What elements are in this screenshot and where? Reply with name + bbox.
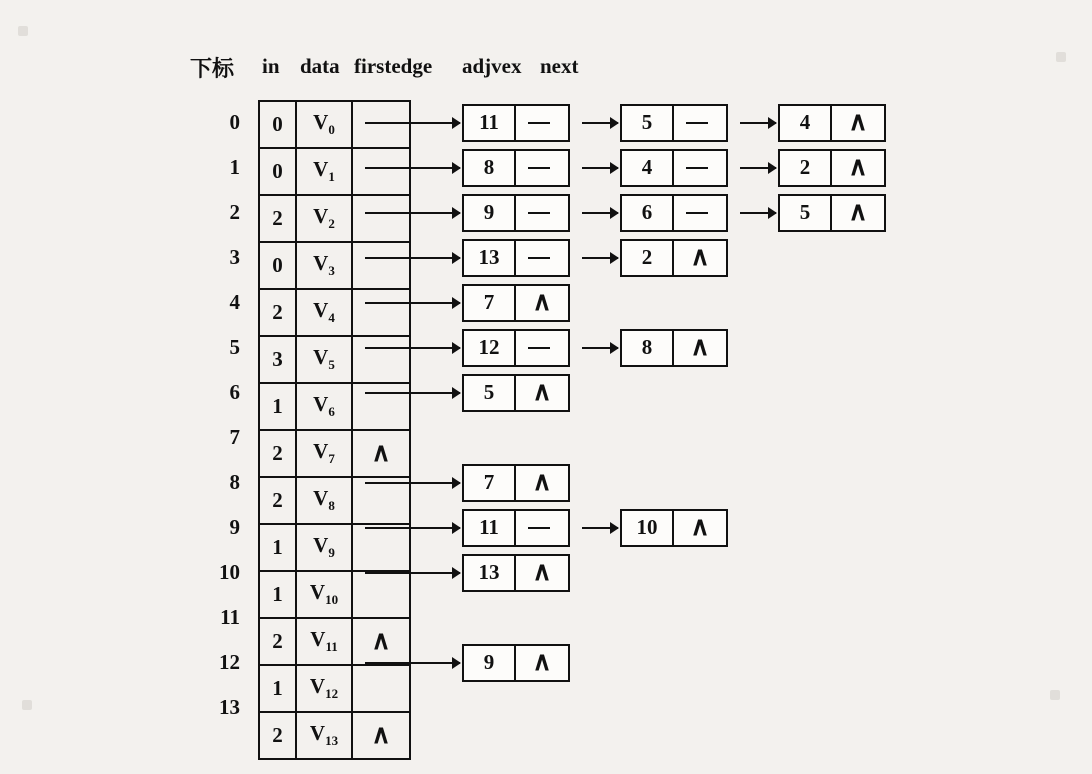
vertex-data: $V_9$ (297, 525, 353, 570)
vertex-row (260, 243, 409, 290)
edge-adjvex: 10 (622, 511, 674, 545)
pointer-arrow (387, 662, 460, 664)
header-label-next: next (540, 54, 579, 78)
vertex-firstedge (353, 290, 409, 335)
vertex-row (260, 102, 409, 149)
vertex-firstedge (353, 666, 409, 711)
vertex-row (260, 431, 409, 478)
edge-node (620, 149, 728, 187)
header-label-in: in (262, 54, 280, 78)
row-index-label: 2 (229, 200, 240, 224)
nil-icon: ∧ (532, 376, 552, 406)
pointer-arrow (582, 527, 618, 529)
edge-next (832, 151, 884, 185)
nil-icon: ∧ (690, 331, 710, 361)
row-index-label: 12 (219, 650, 240, 674)
pointer-stub (528, 122, 550, 124)
edge-next (516, 376, 568, 410)
edge-node (778, 104, 886, 142)
row-index-label: 13 (219, 695, 240, 719)
edge-next (516, 286, 568, 320)
edge-node (462, 509, 570, 547)
edge-node (462, 284, 570, 322)
vertex-row (260, 713, 409, 758)
pointer-stub (686, 167, 708, 169)
edge-next (674, 511, 726, 545)
firstedge-pointer-stub (365, 302, 389, 304)
pointer-arrow (582, 347, 618, 349)
vertex-firstedge (353, 525, 409, 570)
vertex-row (260, 525, 409, 572)
edge-next (832, 106, 884, 140)
vertex-firstedge (353, 196, 409, 241)
edge-node (620, 104, 728, 142)
firstedge-pointer-stub (365, 212, 389, 214)
row-index-label: 0 (229, 110, 240, 134)
vertex-data: $V_{11}$ (297, 619, 353, 664)
vertex-row (260, 478, 409, 525)
edge-adjvex: 11 (464, 106, 516, 140)
vertex-row (260, 337, 409, 384)
vertex-data: $V_3$ (297, 243, 353, 288)
pointer-arrow (387, 392, 460, 394)
pointer-arrow (740, 167, 776, 169)
edge-adjvex: 5 (622, 106, 674, 140)
pointer-arrow (387, 212, 460, 214)
vertex-firstedge (353, 102, 409, 147)
vertex-data: $V_0$ (297, 102, 353, 147)
nil-icon: ∧ (690, 241, 710, 271)
edge-adjvex: 4 (780, 106, 832, 140)
edge-node (778, 194, 886, 232)
firstedge-pointer-stub (365, 347, 389, 349)
pointer-arrow (582, 212, 618, 214)
nil-icon: ∧ (371, 719, 391, 749)
edge-node (462, 329, 570, 367)
pointer-stub (528, 527, 550, 529)
pointer-arrow (582, 122, 618, 124)
edge-adjvex: 6 (622, 196, 674, 230)
vertex-firstedge (353, 431, 409, 476)
row-index-label: 10 (219, 560, 240, 584)
firstedge-pointer-stub (365, 122, 389, 124)
pointer-arrow (387, 527, 460, 529)
nil-icon: ∧ (371, 625, 391, 655)
vertex-data: $V_{13}$ (297, 713, 353, 758)
edge-adjvex: 4 (622, 151, 674, 185)
nil-icon: ∧ (532, 286, 552, 316)
vertex-data: $V_5$ (297, 337, 353, 382)
firstedge-pointer-stub (365, 662, 389, 664)
edge-next (516, 556, 568, 590)
vertex-in-degree: 2 (260, 196, 297, 241)
vertex-firstedge (353, 149, 409, 194)
vertex-in-degree: 1 (260, 572, 297, 617)
edge-adjvex: 2 (622, 241, 674, 275)
vertex-data: $V_1$ (297, 149, 353, 194)
vertex-row (260, 666, 409, 713)
edge-next (832, 196, 884, 230)
header-label-xiabiao: 下标 (190, 56, 235, 81)
vertex-in-degree: 2 (260, 478, 297, 523)
vertex-in-degree: 1 (260, 384, 297, 429)
vertex-in-degree: 2 (260, 713, 297, 758)
pointer-stub (528, 257, 550, 259)
nil-icon: ∧ (532, 556, 552, 586)
pointer-stub (528, 347, 550, 349)
vertex-data: $V_2$ (297, 196, 353, 241)
edge-node (620, 194, 728, 232)
nil-icon: ∧ (690, 511, 710, 541)
row-index-label: 8 (229, 470, 240, 494)
vertex-in-degree: 2 (260, 431, 297, 476)
pointer-arrow (387, 572, 460, 574)
row-index-label: 3 (229, 245, 240, 269)
edge-next (674, 331, 726, 365)
edge-node (462, 644, 570, 682)
vertex-in-degree: 2 (260, 619, 297, 664)
vertex-firstedge (353, 478, 409, 523)
vertex-in-degree: 0 (260, 149, 297, 194)
row-index-label: 1 (229, 155, 240, 179)
pointer-stub (686, 122, 708, 124)
pointer-arrow (387, 167, 460, 169)
edge-node (462, 464, 570, 502)
vertex-in-degree: 1 (260, 525, 297, 570)
nil-icon: ∧ (532, 646, 552, 676)
edge-node (462, 239, 570, 277)
vertex-in-degree: 0 (260, 243, 297, 288)
header-label-firstedge: firstedge (354, 54, 433, 78)
edge-next (516, 646, 568, 680)
row-index-label: 9 (229, 515, 240, 539)
vertex-firstedge (353, 572, 409, 617)
firstedge-pointer-stub (365, 392, 389, 394)
pointer-arrow (387, 302, 460, 304)
pointer-arrow (387, 257, 460, 259)
firstedge-pointer-stub (365, 257, 389, 259)
vertex-row (260, 149, 409, 196)
edge-node (462, 149, 570, 187)
nil-icon: ∧ (848, 196, 868, 226)
edge-adjvex: 5 (464, 376, 516, 410)
pointer-arrow (582, 257, 618, 259)
nil-icon: ∧ (371, 437, 391, 467)
firstedge-pointer-stub (365, 482, 389, 484)
edge-adjvex: 2 (780, 151, 832, 185)
edge-adjvex: 8 (464, 151, 516, 185)
edge-node (620, 239, 728, 277)
pointer-arrow (387, 482, 460, 484)
edge-next (674, 241, 726, 275)
edge-node (620, 329, 728, 367)
edge-adjvex: 13 (464, 556, 516, 590)
row-index-label: 4 (229, 290, 240, 314)
vertex-data: $V_{10}$ (297, 572, 353, 617)
vertex-row (260, 196, 409, 243)
edge-node (462, 104, 570, 142)
edge-node (620, 509, 728, 547)
edge-adjvex: 9 (464, 646, 516, 680)
edge-adjvex: 11 (464, 511, 516, 545)
edge-node (778, 149, 886, 187)
edge-adjvex: 8 (622, 331, 674, 365)
vertex-in-degree: 1 (260, 666, 297, 711)
edge-adjvex: 5 (780, 196, 832, 230)
vertex-in-degree: 3 (260, 337, 297, 382)
vertex-row (260, 572, 409, 619)
edge-node (462, 554, 570, 592)
pointer-arrow (387, 347, 460, 349)
row-index-label: 7 (229, 425, 240, 449)
pointer-stub (528, 212, 550, 214)
firstedge-pointer-stub (365, 572, 389, 574)
vertex-row (260, 619, 409, 666)
edge-adjvex: 7 (464, 286, 516, 320)
firstedge-pointer-stub (365, 527, 389, 529)
vertex-data: $V_8$ (297, 478, 353, 523)
vertex-firstedge (353, 619, 409, 664)
pointer-arrow (740, 212, 776, 214)
nil-icon: ∧ (532, 466, 552, 496)
header-label-adjvex: adjvex (462, 54, 522, 78)
pointer-stub (528, 167, 550, 169)
edge-adjvex: 7 (464, 466, 516, 500)
vertex-data: $V_7$ (297, 431, 353, 476)
row-index-label: 6 (229, 380, 240, 404)
vertex-data: $V_{12}$ (297, 666, 353, 711)
vertex-firstedge (353, 243, 409, 288)
row-index-label: 5 (229, 335, 240, 359)
vertex-row (260, 290, 409, 337)
pointer-arrow (582, 167, 618, 169)
vertex-in-degree: 0 (260, 102, 297, 147)
vertex-data: $V_4$ (297, 290, 353, 335)
vertex-firstedge (353, 337, 409, 382)
nil-icon: ∧ (848, 151, 868, 181)
edge-next (516, 466, 568, 500)
vertex-firstedge (353, 713, 409, 758)
row-index-label: 11 (220, 605, 240, 629)
edge-adjvex: 13 (464, 241, 516, 275)
nil-icon: ∧ (848, 106, 868, 136)
pointer-arrow (387, 122, 460, 124)
edge-node (462, 194, 570, 232)
edge-node (462, 374, 570, 412)
pointer-stub (686, 212, 708, 214)
vertex-data: $V_6$ (297, 384, 353, 429)
pointer-arrow (740, 122, 776, 124)
edge-adjvex: 9 (464, 196, 516, 230)
edge-adjvex: 12 (464, 331, 516, 365)
header-label-data: data (300, 54, 340, 78)
firstedge-pointer-stub (365, 167, 389, 169)
vertex-in-degree: 2 (260, 290, 297, 335)
